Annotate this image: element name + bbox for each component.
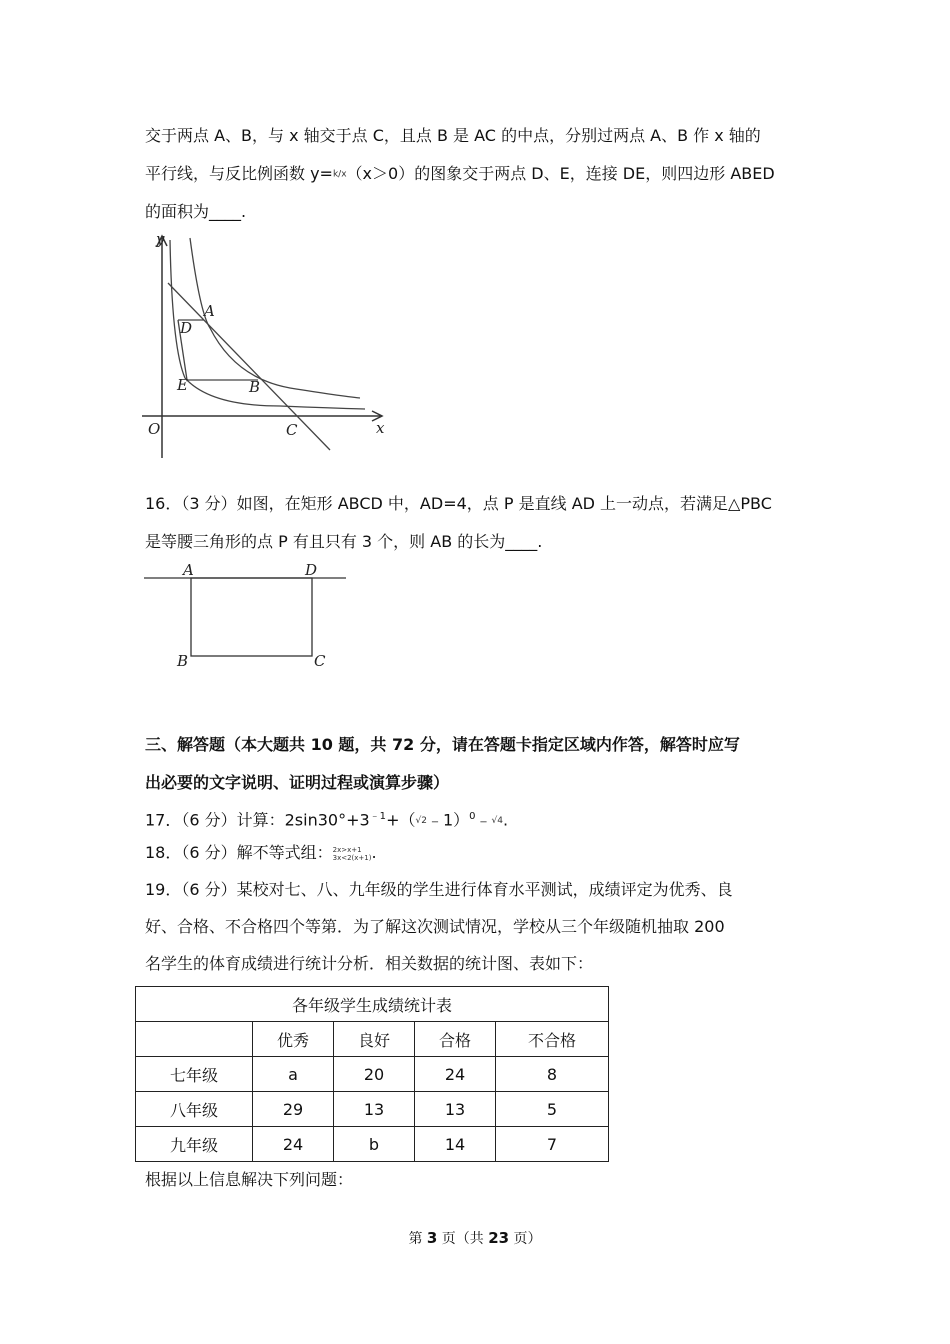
table-row xyxy=(136,1092,609,1127)
q18 xyxy=(145,843,377,863)
q19-line1: 19．（6 分）某校对七、八、九年级的学生进行体育水平测试，成绩评定为优秀、良 xyxy=(145,880,733,899)
label-e: E xyxy=(177,376,188,394)
footer-text-c: 页） xyxy=(509,1231,542,1247)
footer-total-pages: 23 xyxy=(488,1229,510,1247)
q19-line3: 名学生的体育成绩进行统计分析．相关数据的统计图、表如下： xyxy=(145,954,594,973)
table-cell: 7 xyxy=(496,1127,609,1162)
label-c: C xyxy=(314,652,326,670)
q17-text-b: +（ xyxy=(386,810,416,830)
rectangle-abcd xyxy=(191,578,312,656)
table-caption-row xyxy=(136,987,609,1022)
figure-rectangle xyxy=(140,560,350,675)
after-table-text: 根据以上信息解决下列问题： xyxy=(145,1170,354,1189)
table-cell: 七年级 xyxy=(136,1057,253,1092)
table-cell: b xyxy=(334,1127,415,1162)
table-cell: a xyxy=(253,1057,334,1092)
table-cell: 5 xyxy=(496,1092,609,1127)
table-cell: 29 xyxy=(253,1092,334,1127)
table-cell: 8 xyxy=(496,1057,609,1092)
outer-hyperbola-curve xyxy=(190,238,360,398)
q17-text-c: ﹣1） xyxy=(426,810,470,830)
inequality-1: 2x>x+1 xyxy=(332,845,362,854)
table-cell: 24 xyxy=(253,1127,334,1162)
q18-text-b: . xyxy=(371,843,377,862)
footer-text-b: 页（共 xyxy=(437,1231,489,1247)
q15-line2 xyxy=(145,164,775,185)
q19-line2: 好、合格、不合格四个等第．为了解这次测试情况，学校从三个年级随机抽取 200 xyxy=(145,917,725,936)
table-row xyxy=(136,1127,609,1162)
table-caption: 各年级学生成绩统计表 xyxy=(136,987,609,1022)
table-header-cell xyxy=(136,1022,253,1057)
q17-text-e: . xyxy=(503,810,509,830)
table-header-cell: 不合格 xyxy=(496,1022,609,1057)
label-d: D xyxy=(305,561,318,579)
q17-exponent-zero: 0 xyxy=(469,811,476,822)
page-footer xyxy=(0,1228,950,1248)
label-a: A xyxy=(204,302,215,320)
footer-page-number: 3 xyxy=(426,1229,438,1247)
table-cell: 13 xyxy=(415,1092,496,1127)
q15-line2-b: （x＞0）的图象交于两点 D、E，连接 DE，则四边形 ABED xyxy=(346,164,775,183)
section3-heading-line2: 出必要的文字说明、证明过程或演算步骤） xyxy=(145,773,450,792)
table-header-row xyxy=(136,1022,609,1057)
q17-exponent: ﹣1 xyxy=(369,811,387,822)
table-row xyxy=(136,1057,609,1092)
label-y: y xyxy=(156,230,165,248)
label-d: D xyxy=(180,319,193,337)
table-cell: 13 xyxy=(334,1092,415,1127)
table-header-cell: 优秀 xyxy=(253,1022,334,1057)
sqrt2-formula: √2 xyxy=(415,815,427,826)
label-b: B xyxy=(249,378,261,396)
inner-hyperbola-curve xyxy=(170,240,365,409)
table-cell: 20 xyxy=(334,1057,415,1092)
label-x: x xyxy=(376,419,385,437)
q15-line3: 的面积为____. xyxy=(145,202,247,221)
label-o: O xyxy=(148,420,161,438)
q15-line2-a: 平行线，与反比例函数 y= xyxy=(145,164,333,183)
label-c: C xyxy=(286,421,298,439)
inequality-2: 3x<2(x+1) xyxy=(332,853,372,862)
figure-hyperbola-graph xyxy=(140,228,390,460)
q17-text-a: 17．（6 分）计算：2sin30°+3 xyxy=(145,810,370,830)
sqrt4-formula: √4 xyxy=(491,815,503,826)
table-cell: 八年级 xyxy=(136,1092,253,1127)
line-abc xyxy=(168,283,330,450)
q17-text-d: ﹣ xyxy=(475,810,492,830)
table-cell: 14 xyxy=(415,1127,496,1162)
q16-line2: 是等腰三角形的点 P 有且只有 3 个，则 AB 的长为____. xyxy=(145,532,543,551)
inequality-system xyxy=(333,846,372,862)
grade-statistics-table xyxy=(135,986,609,1162)
label-b: B xyxy=(177,652,189,670)
table-header-cell: 合格 xyxy=(415,1022,496,1057)
q18-text-a: 18．（6 分）解不等式组： xyxy=(145,843,333,862)
q16-line1: 16．（3 分）如图，在矩形 ABCD 中，AD=4，点 P 是直线 AD 上一动点，若满足△PBC xyxy=(145,494,772,513)
q17 xyxy=(145,807,508,831)
label-a: A xyxy=(183,561,194,579)
footer-text-a: 第 xyxy=(408,1231,427,1247)
table-cell: 九年级 xyxy=(136,1127,253,1162)
fraction-k-over-x: k/x xyxy=(332,169,347,180)
section3-heading-line1: 三、解答题（本大题共 10 题，共 72 分，请在答题卡指定区域内作答，解答时应写 xyxy=(145,735,740,754)
table-cell: 24 xyxy=(415,1057,496,1092)
q15-line1: 交于两点 A、B，与 x 轴交于点 C，且点 B 是 AC 的中点，分别过两点 A、B 作 x 轴的 xyxy=(145,126,761,145)
table-header-cell: 良好 xyxy=(334,1022,415,1057)
